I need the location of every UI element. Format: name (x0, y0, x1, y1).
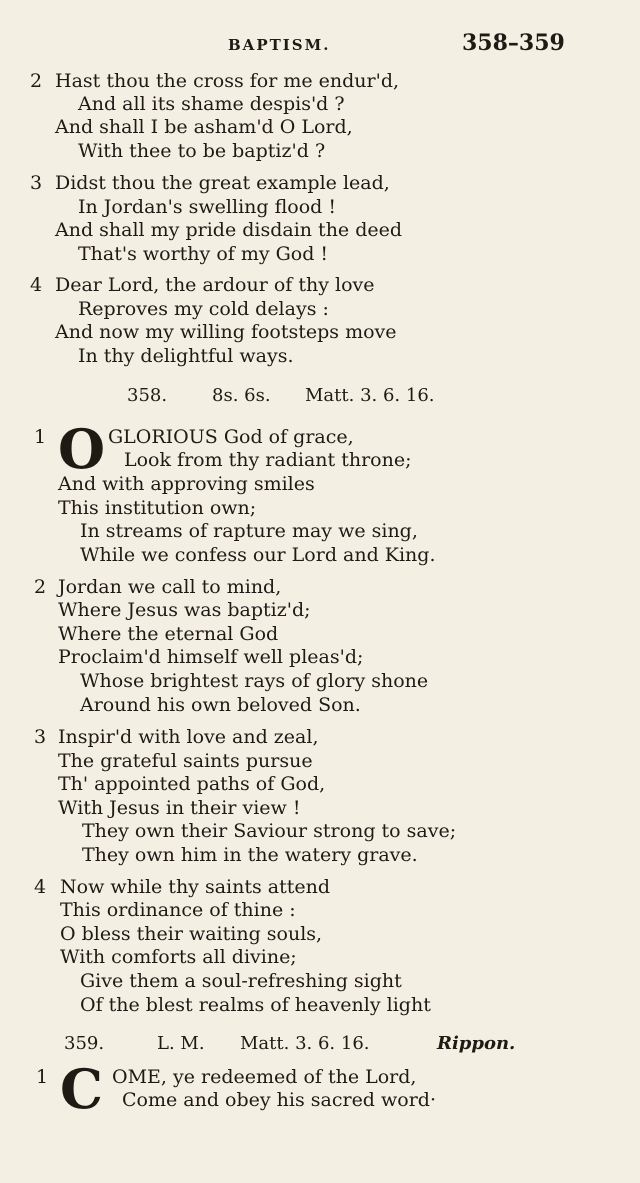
drop-capital: O (58, 417, 106, 481)
verse-line: OME, ye redeemed of the Lord, (112, 1066, 417, 1088)
verse-line: And shall my pride disdain the deed (55, 219, 403, 241)
verse-line: Come and obey his sacred word· (122, 1089, 437, 1111)
verse-line: The grateful saints pursue (58, 750, 313, 772)
verse-line: Now while thy saints attend (60, 876, 331, 898)
verse-line: Hast thou the cross for me endur'd, (55, 70, 400, 92)
hymn-358-heading (0, 385, 640, 407)
verse-number: 2 (30, 70, 43, 92)
verse-line: Give them a soul-refreshing sight (80, 970, 402, 992)
hymn-number: 358. (127, 385, 168, 406)
verse-line: This institution own; (58, 497, 257, 519)
verse-line: While we confess our Lord and King. (80, 544, 436, 566)
drop-capital: C (60, 1057, 103, 1121)
verse-line: With comforts all divine; (60, 946, 297, 968)
verse-line: And now my willing footsteps move (55, 321, 397, 343)
verse-line: Reproves my cold delays : (78, 298, 329, 320)
verse-line: In thy delightful ways. (78, 345, 294, 367)
verse-line: They own their Saviour strong to save; (82, 820, 457, 842)
verse-line: And with approving smiles (58, 473, 315, 495)
verse-line: Whose brightest rays of glory shone (80, 670, 429, 692)
running-head (0, 30, 640, 60)
hymn-number: 359. (64, 1033, 105, 1054)
hymn-tune-name: Rippon. (437, 1033, 516, 1054)
verse-line: In Jordan's swelling flood ! (78, 196, 336, 218)
verse-line: Dear Lord, the ardour of thy love (55, 274, 375, 296)
hymn-scripture-reference: Matt. 3. 6. 16. (305, 385, 435, 406)
verse-line: This ordinance of thine : (60, 899, 296, 921)
verse-line: Where Jesus was baptiz'd; (58, 599, 311, 621)
verse-line: And shall I be asham'd O Lord, (55, 116, 353, 138)
hymn-meter: 8s. 6s. (212, 385, 271, 406)
verse-line: Jordan we call to mind, (58, 576, 282, 598)
running-head-page-numbers: 358–359 (462, 30, 565, 56)
verse-number: 2 (34, 576, 47, 598)
running-head-title: BAPTISM. (228, 36, 331, 54)
verse-line: Of the blest realms of heavenly light (80, 994, 431, 1016)
verse-line: They own him in the watery grave. (82, 844, 418, 866)
verse-number: 4 (34, 876, 47, 898)
hymn-359-heading (0, 1033, 640, 1055)
verse-line: Proclaim'd himself well pleas'd; (58, 646, 364, 668)
verse-line: And all its shame despis'd ? (78, 93, 345, 115)
verse-number: 1 (34, 426, 47, 448)
verse-line: Didst thou the great example lead, (55, 172, 390, 194)
verse-line: Th' appointed paths of God, (58, 773, 326, 795)
verse-number: 1 (36, 1066, 49, 1088)
verse-line: Around his own beloved Son. (80, 694, 361, 716)
verse-number: 3 (34, 726, 47, 748)
verse-line: Inspir'd with love and zeal, (58, 726, 319, 748)
verse-line: O bless their waiting souls, (60, 923, 323, 945)
verse-line: With Jesus in their view ! (58, 797, 301, 819)
hymn-scripture-reference: Matt. 3. 6. 16. (240, 1033, 370, 1054)
verse-line: With thee to be baptiz'd ? (78, 140, 326, 162)
verse-line: That's worthy of my God ! (78, 243, 329, 265)
verse-number: 3 (30, 172, 43, 194)
verse-line: Where the eternal God (58, 623, 279, 645)
verse-line: Look from thy radiant throne; (124, 449, 412, 471)
verse-line: In streams of rapture may we sing, (80, 520, 418, 542)
verse-line: GLORIOUS God of grace, (108, 426, 354, 448)
hymn-meter: L. M. (157, 1033, 205, 1054)
verse-number: 4 (30, 274, 43, 296)
